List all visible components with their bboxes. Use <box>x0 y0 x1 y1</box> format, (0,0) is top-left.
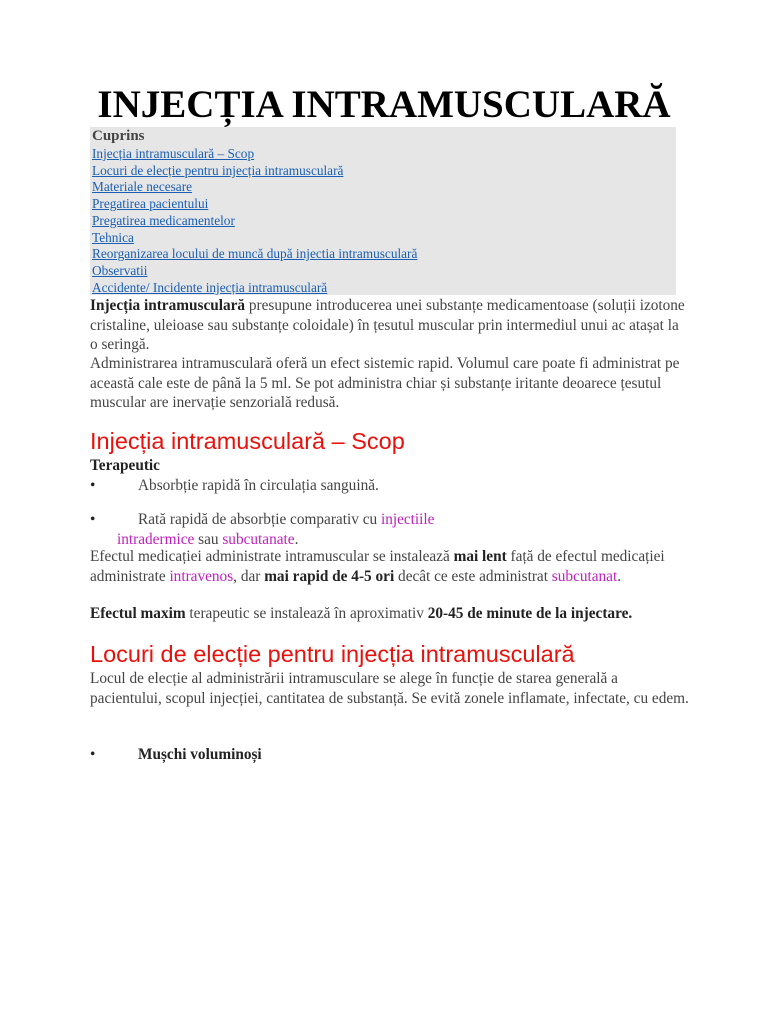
toc-link-locuri-electie[interactable]: Locuri de elecție pentru injecția intramusculară <box>92 162 344 178</box>
link-injectiile[interactable]: injectiile <box>380 511 435 528</box>
link-intravenos[interactable]: intravenos <box>169 567 234 585</box>
bullet-text: Absorbție rapidă în circulația sanguină. <box>138 477 379 494</box>
locuri-paragraph: Locul de elecție al administrării intramusculare se alege în funcție de starea generală a pacientului, scopul injecției, cantitatea de substanță. Se evită zonele inflamate, infectate, cu edem. <box>90 670 689 707</box>
section-heading-locuri: Locuri de elecție pentru injecția intramusculară <box>90 641 575 667</box>
effect-text-c: , dar <box>233 567 265 585</box>
toc-link-observatii[interactable]: Observatii <box>92 262 148 278</box>
table-of-contents <box>90 127 676 295</box>
page-title: INJECȚIA INTRAMUSCULARĂ <box>97 83 671 126</box>
effect-text-d: decât ce este administrat <box>394 567 552 585</box>
list-item <box>90 510 690 550</box>
intro-text: presupune introducerea unei substanțe medicamentoase (soluții izotone cristaline, uleioase sau substanțe coloidale) în țesutul muscular prin intermediul unui ac atașat la o seringă. <box>90 297 685 353</box>
intro-paragraph-1 <box>90 296 690 355</box>
intro-paragraph-2: Administrarea intramusculară oferă un efect sistemic rapid. Volumul care poate fi administrat pe această cale este de până la 5 ml. Se pot administra chiar și substanțe iritante deoarece țesutul muscular are inervație senzorială redusă. <box>90 355 680 411</box>
max-effect-bold: Efectul maxim <box>90 605 186 622</box>
bullet-text-cont: sau <box>194 530 223 548</box>
toc-link-pregatirea-pacientului[interactable]: Pregatirea pacientului <box>92 196 209 212</box>
effect-text-b: față de efectul medicației administrate <box>90 548 665 585</box>
effect-text-e: . <box>617 567 622 585</box>
toc-link-reorganizarea[interactable]: Reorganizarea locului de muncă după injectia intramusculară <box>92 246 418 262</box>
link-intradermice[interactable]: intradermice <box>117 530 195 548</box>
intro-bold-term: Injecția intramusculară <box>90 297 246 314</box>
effect-bold-rapid: mai rapid de 4-5 ori <box>264 567 395 585</box>
effect-text-a: Efectul medicației administrate intramuscular se instalează <box>90 548 454 565</box>
bullet-icon: • <box>90 746 96 763</box>
link-subcutanate[interactable]: subcutanate <box>222 530 295 548</box>
effect-paragraph <box>90 547 690 586</box>
subheading-terapeutic: Terapeutic <box>90 457 160 474</box>
toc-link-accidente[interactable]: Accidente/ Incidente injecția intramusculară <box>92 279 328 295</box>
max-effect-text: terapeutic se instalează în aproximativ <box>185 605 428 622</box>
max-effect-time: 20-45 de minute de la injectare. <box>427 605 633 622</box>
bullet-icon: • <box>90 511 96 528</box>
toc-link-pregatirea-medicamentelor[interactable]: Pregatirea medicamentelor <box>92 212 235 228</box>
bullet-text-end: . <box>294 530 299 548</box>
max-effect-paragraph <box>90 604 690 624</box>
bullet-text: Rată rapidă de absorbție comparativ cu <box>138 511 381 528</box>
toc-link-tehnica[interactable]: Tehnica <box>92 229 134 245</box>
toc-link-scop[interactable]: Injecția intramusculară – Scop <box>92 146 255 161</box>
bullet-text: Mușchi voluminoși <box>138 746 262 763</box>
toc-link-materiale[interactable]: Materiale necesare <box>92 179 193 195</box>
link-subcutanat[interactable]: subcutanat <box>551 567 618 585</box>
section-heading-scop: Injecția intramusculară – Scop <box>90 428 405 454</box>
effect-bold-lent: mai lent <box>453 548 507 565</box>
bullet-icon: • <box>90 477 96 494</box>
toc-heading: Cuprins <box>92 128 145 144</box>
